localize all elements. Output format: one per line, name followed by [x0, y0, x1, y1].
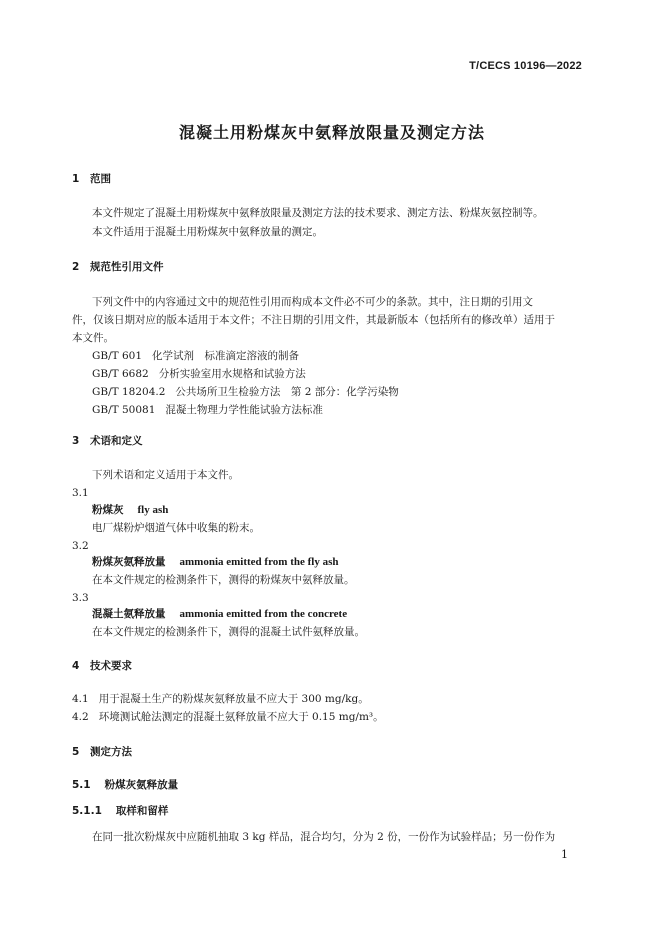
- subsection-title: 粉煤灰氨释放量: [104, 779, 179, 791]
- section-title: 范围: [90, 173, 111, 185]
- paragraph-line: 在同一批次粉煤灰中应随机抽取 3 kg 样品，混合均匀，分为 2 份，一份作为试验样品；另一份作为: [92, 831, 556, 843]
- section-1-heading: [72, 172, 111, 186]
- term-heading: [92, 555, 338, 569]
- reference-item: [92, 349, 309, 363]
- paragraph-line: 本文件。: [72, 332, 114, 344]
- section-title: 术语和定义: [90, 435, 143, 447]
- term-zh: 混凝土氨释放量: [92, 608, 166, 620]
- paragraph: 本文件适用于混凝土用粉煤灰中氨释放量的测定。: [92, 226, 323, 238]
- term-zh: 粉煤灰: [92, 504, 124, 516]
- term-number: 3.1: [72, 487, 89, 499]
- item-number: 4.1: [72, 693, 89, 705]
- term-en: fly ash: [137, 504, 169, 516]
- page-number: 1: [561, 848, 568, 861]
- reference-item: [92, 403, 333, 417]
- section-title: 测定方法: [90, 746, 132, 758]
- section-title: 规范性引用文件: [90, 261, 164, 273]
- section-number: 3: [72, 435, 80, 447]
- reference-item: [92, 367, 316, 381]
- subsection-heading: [72, 778, 178, 792]
- section-2-heading: [72, 260, 164, 274]
- term-definition: 在本文件规定的检测条件下，测得的混凝土试件氨释放量。: [92, 626, 365, 638]
- term-zh: 粉煤灰氨释放量: [92, 556, 166, 568]
- section-number: 1: [72, 173, 80, 185]
- section-number: 4: [72, 660, 80, 672]
- term-definition: 在本文件规定的检测条件下，测得的粉煤灰中氨释放量。: [92, 574, 355, 586]
- reference-title: 分析实验室用水规格和试验方法: [158, 368, 306, 380]
- term-definition: 电厂煤粉炉烟道气体中收集的粉末。: [92, 522, 260, 534]
- section-3-heading: [72, 434, 143, 448]
- standard-code: T/CECS 10196—2022: [469, 60, 582, 72]
- term-number: 3.3: [72, 592, 89, 604]
- section-number: 2: [72, 261, 80, 273]
- requirement-item: [72, 710, 384, 724]
- section-title: 技术要求: [90, 660, 132, 672]
- reference-item: [92, 385, 409, 399]
- paragraph: 本文件规定了混凝土用粉煤灰中氨释放限量及测定方法的技术要求、测定方法、粉煤灰氨控制等。: [92, 207, 544, 219]
- term-en: ammonia emitted from the fly ash: [179, 556, 339, 568]
- subsection-number: 5.1: [72, 779, 91, 791]
- requirement-item: [72, 692, 369, 706]
- term-heading: [92, 503, 168, 517]
- subsection-heading: [72, 804, 168, 818]
- reference-title: 混凝土物理力学性能试验方法标准: [165, 404, 323, 416]
- section-number: 5: [72, 746, 80, 758]
- section-5-heading: [72, 745, 132, 759]
- reference-code: GB/T 18204.2: [92, 386, 166, 398]
- document-title: 混凝土用粉煤灰中氨释放限量及测定方法: [178, 123, 485, 142]
- subsection-number: 5.1.1: [72, 805, 102, 817]
- reference-code: GB/T 6682: [92, 368, 149, 380]
- reference-code: GB/T 50081: [92, 404, 156, 416]
- paragraph: 下列术语和定义适用于本文件。: [92, 469, 239, 481]
- paragraph-line: 件，仅该日期对应的版本适用于本文件；不注日期的引用文件，其最新版本（包括所有的修改单）适用于: [72, 314, 555, 326]
- term-heading: [92, 607, 347, 621]
- paragraph-line: 下列文件中的内容通过文中的规范性引用而构成本文件必不可少的条款。其中，注日期的引用文: [92, 296, 533, 308]
- item-text: 环境测试舱法测定的混凝土氨释放量不应大于 0.15 mg/m³。: [98, 711, 384, 723]
- reference-title: 公共场所卫生检验方法 第 2 部分：化学污染物: [175, 386, 399, 398]
- reference-code: GB/T 601: [92, 350, 143, 362]
- subsection-title: 取样和留样: [115, 805, 169, 817]
- term-en: ammonia emitted from the concrete: [179, 608, 348, 620]
- section-4-heading: [72, 659, 132, 673]
- term-number: 3.2: [72, 540, 89, 552]
- item-number: 4.2: [72, 711, 89, 723]
- reference-title: 化学试剂 标准滴定溶液的制备: [152, 350, 300, 362]
- item-text: 用于混凝土生产的粉煤灰氨释放量不应大于 300 mg/kg。: [98, 693, 369, 705]
